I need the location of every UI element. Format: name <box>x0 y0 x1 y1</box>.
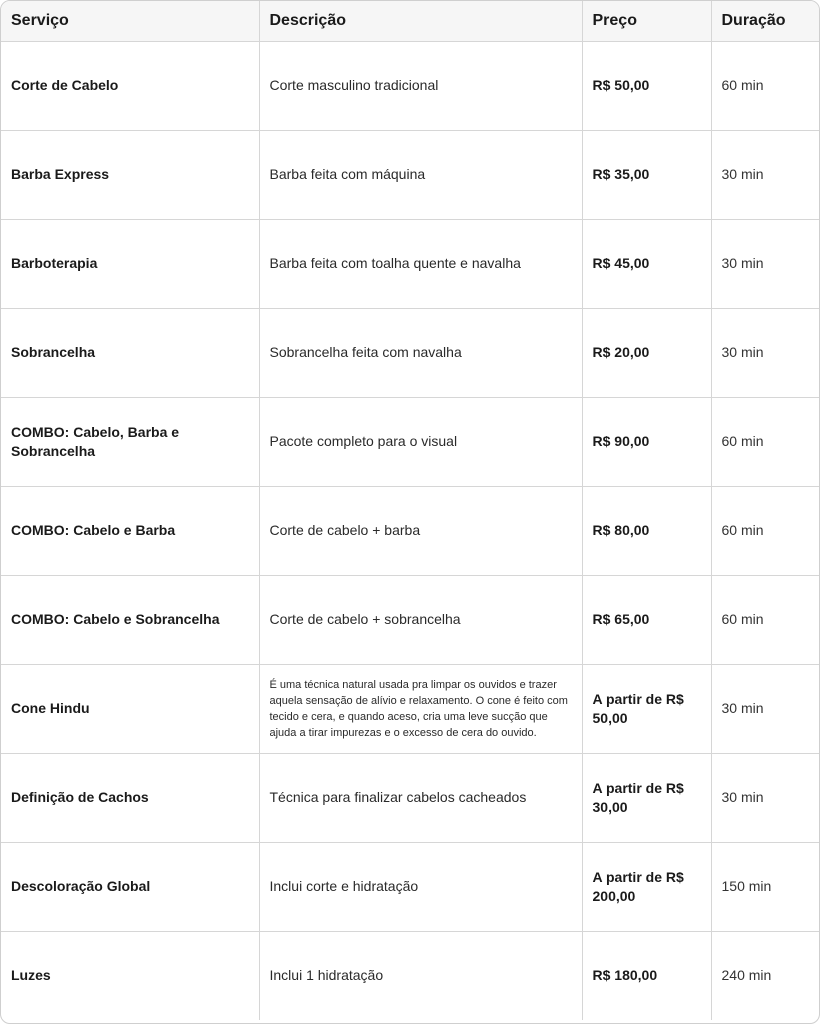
service-duration: 30 min <box>711 753 819 842</box>
service-description: Técnica para finalizar cabelos cacheados <box>259 753 582 842</box>
table-row <box>1 397 819 486</box>
service-duration: 60 min <box>711 575 819 664</box>
service-description: Inclui 1 hidratação <box>259 931 582 1020</box>
table-row <box>1 308 819 397</box>
service-description: Pacote completo para o visual <box>259 397 582 486</box>
service-name: COMBO: Cabelo, Barba e Sobrancelha <box>1 397 259 486</box>
service-duration: 30 min <box>711 308 819 397</box>
service-price: A partir de R$ 50,00 <box>582 664 711 753</box>
service-description: Inclui corte e hidratação <box>259 842 582 931</box>
service-name: Luzes <box>1 931 259 1020</box>
service-duration: 60 min <box>711 486 819 575</box>
table-header <box>1 1 819 41</box>
table-row <box>1 41 819 130</box>
service-name: Barba Express <box>1 130 259 219</box>
header-price: Preço <box>582 1 711 41</box>
service-duration: 150 min <box>711 842 819 931</box>
service-description: Sobrancelha feita com navalha <box>259 308 582 397</box>
service-description: Corte de cabelo + barba <box>259 486 582 575</box>
service-price: R$ 45,00 <box>582 219 711 308</box>
service-price: A partir de R$ 30,00 <box>582 753 711 842</box>
service-duration: 240 min <box>721 967 772 984</box>
table-row <box>1 753 819 842</box>
service-duration: 30 min <box>711 664 819 753</box>
service-price: R$ 90,00 <box>582 397 711 486</box>
service-name: Cone Hindu <box>1 664 259 753</box>
service-name: Sobrancelha <box>1 308 259 397</box>
service-name: Descoloração Global <box>1 842 259 931</box>
service-duration: 30 min <box>711 219 819 308</box>
service-duration: 30 min <box>711 130 819 219</box>
service-name: Barboterapia <box>1 219 259 308</box>
table-row <box>1 486 819 575</box>
service-description: Barba feita com máquina <box>259 130 582 219</box>
table-row <box>1 842 819 931</box>
header-row <box>1 1 819 41</box>
service-name: Definição de Cachos <box>1 753 259 842</box>
header-duration: Duração <box>711 1 819 41</box>
service-price: R$ 80,00 <box>582 486 711 575</box>
service-price: R$ 180,00 <box>582 931 711 1020</box>
service-name: COMBO: Cabelo e Sobrancelha <box>1 575 259 664</box>
service-name: COMBO: Cabelo e Barba <box>1 486 259 575</box>
table-row <box>1 219 819 308</box>
service-price: R$ 20,00 <box>582 308 711 397</box>
service-price: R$ 65,00 <box>582 575 711 664</box>
service-price: A partir de R$ 200,00 <box>582 842 711 931</box>
table-row <box>1 575 819 664</box>
table-body <box>1 41 819 1020</box>
service-description: Corte masculino tradicional <box>259 41 582 130</box>
service-price: R$ 35,00 <box>582 130 711 219</box>
service-description: Barba feita com toalha quente e navalha <box>259 219 582 308</box>
service-duration: 60 min <box>711 397 819 486</box>
service-description: Corte de cabelo + sobrancelha <box>259 575 582 664</box>
table-row <box>1 130 819 219</box>
header-description: Descrição <box>259 1 582 41</box>
service-duration: 60 min <box>711 41 819 130</box>
table-row <box>1 931 819 1020</box>
services-table <box>1 1 819 1020</box>
service-name: Corte de Cabelo <box>1 41 259 130</box>
table-row <box>1 664 819 753</box>
header-service: Serviço <box>1 1 259 41</box>
service-price: R$ 50,00 <box>582 41 711 130</box>
service-description: É uma técnica natural usada pra limpar os ouvidos e trazer aquela sensação de alívio e relaxamento. O cone é feito com tecido e cera, e quando aceso, cria uma leve sucção que ajuda a tirar impurezas e o excesso de cera do ouvido. <box>259 664 582 753</box>
